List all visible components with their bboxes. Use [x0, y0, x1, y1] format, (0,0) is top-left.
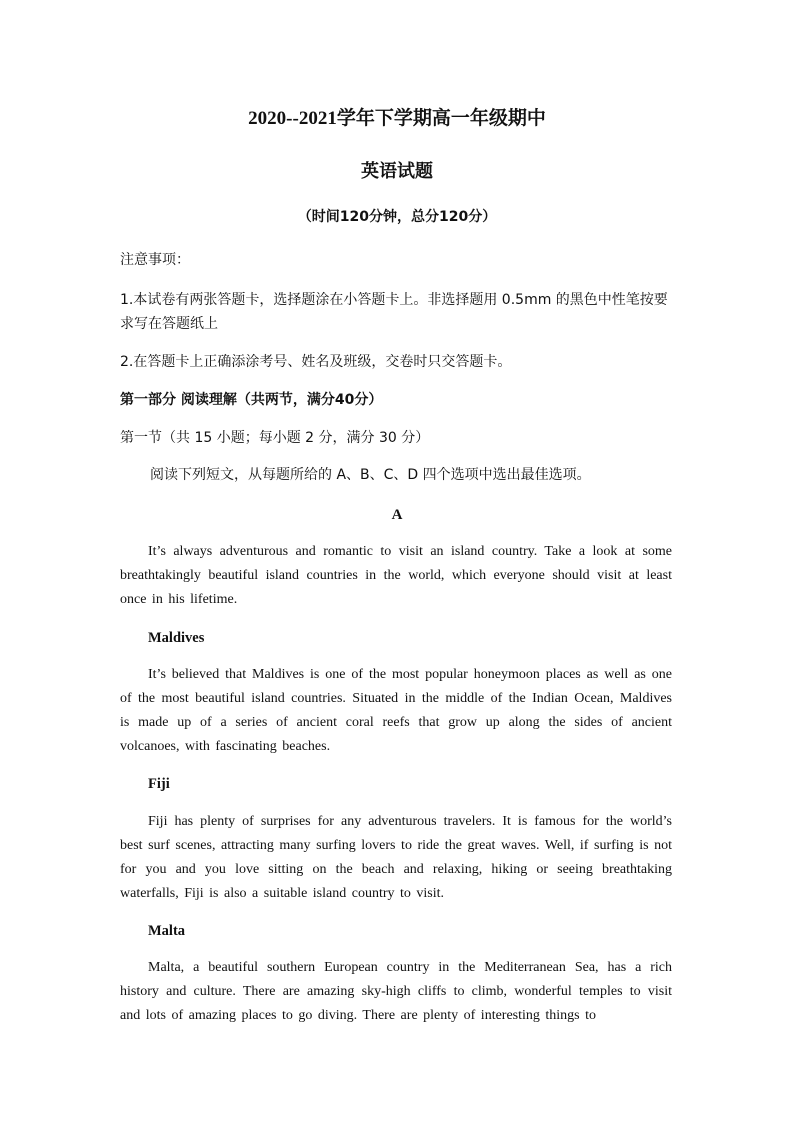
heading-malta: Malta: [148, 923, 186, 939]
time-score-note: （时间120分钟，总分120分）: [297, 209, 497, 225]
notes-item-1: 1.本试卷有两张答题卡，选择题涂在小答题卡上。非选择题用 0.5mm 的黑色中性笔按要求写在答题纸上: [120, 292, 668, 332]
heading-fiji: Fiji: [148, 776, 170, 792]
exam-title: 2020--2021学年下学期高一年级期中: [248, 108, 546, 129]
notes-item-2: 2.在答题卡上正确添涂考号、姓名及班级，交卷时只交答题卡。: [120, 354, 512, 370]
subject-title: 英语试题: [361, 161, 433, 182]
paragraph-maldives: It’s believed that Maldives is one of the most popular honeymoon places as well as one of the most beautiful island countries. Situated in the middle of the Indian Ocean, Maldives is made up of a series of ancient coral reefs that grow up along the sides of ancient volcanoes, with fascinating beaches.: [120, 667, 672, 754]
passage-label: A: [391, 507, 403, 523]
part-one-title: 第一部分 阅读理解（共两节，满分40分）: [120, 392, 383, 408]
section-one-title: 第一节（共 15 小题；每小题 2 分，满分 30 分）: [120, 430, 430, 446]
passage-intro: It’s always adventurous and romantic to visit an island country. Take a look at some breathtakingly beautiful island countries in the world, which everyone should visit at least once in his lifetime.: [120, 544, 672, 607]
heading-maldives: Maldives: [148, 630, 205, 646]
reading-instruction: 阅读下列短文，从每题所给的 A、B、C、D 四个选项中选出最佳选项。: [150, 467, 591, 483]
paragraph-fiji: Fiji has plenty of surprises for any adventurous travelers. It is famous for the world’s best surf scenes, attracting many surfing lovers to ride the great waves. Well, if surfing is not for you and you love sitting on the beach and relaxing, hiking or seeing breathtaking waterfalls, Fiji is also a suitable island country to visit.: [120, 814, 672, 901]
paragraph-malta: Malta, a beautiful southern European country in the Mediterranean Sea, has a rich history and culture. There are amazing sky-high cliffs to climb, wonderful temples to visit and lots of amazing places to go diving. There are plenty of interesting things to: [120, 960, 672, 1023]
notes-label: 注意事项：: [120, 252, 190, 268]
